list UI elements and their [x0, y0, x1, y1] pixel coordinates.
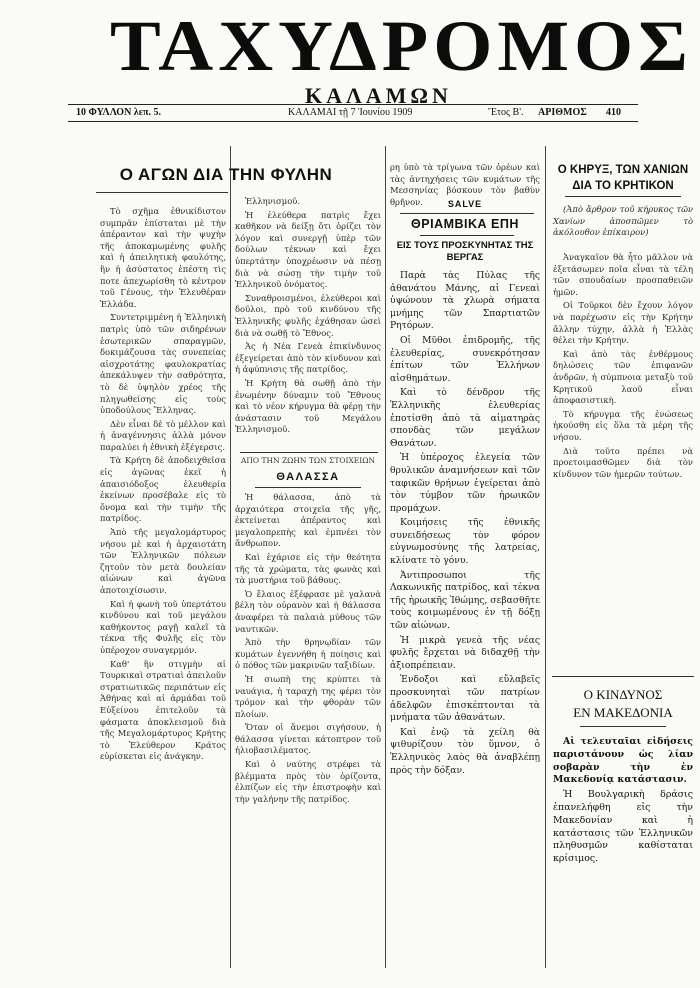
paragraph: Κοιμήσεις τῆς ἐθνικῆς συνειδήσεως τὸν φόρον εὐγνωμοσύνης τῆς λατρείας, κλίνατε τὸ γόνυ. — [390, 517, 540, 567]
col3-headline: ΘΡΙΑΜΒΙΚΑ ΕΠΗ — [411, 217, 519, 231]
column-rule — [385, 146, 386, 968]
section-rule — [255, 487, 361, 488]
paragraph: Ὅταν οἱ ἄνεμοι σιγήσουν, ἡ θάλασσα γίνεται κάτοπτρον τοῦ ἡλιοβασιλέματος. — [235, 722, 381, 756]
paragraph: (Ἀπὸ ἄρθρον τοῦ κήρυκος τῶν Χανίων ἀποσπῶμεν τὸ ἀκόλουθον ἐπίκαιρον) — [553, 204, 693, 238]
paragraph: Αἱ τελευταῖαι εἰδήσεις παριστάνουν ὡς λίαν σοβαρὰν τὴν ἐν Μακεδονίᾳ κατάστασιν. — [553, 736, 693, 786]
newspaper-title: ΤΑΧΥΔΡΟΜΟΣ — [110, 6, 693, 86]
column-rule — [545, 146, 546, 968]
paragraph: Τὰ Κρήτη δὲ ἀποδειχθεῖσα εἰς ἀγῶνας ἐκεῖ ἡ ἀπαισιόδοξος ἐλευθερία ἐκείνων προσέβαλε εἰς τὸ ὄνομα καὶ τὴν τιμὴν τῆς πατρίδος. — [100, 455, 226, 524]
issue-number: 410 — [606, 107, 621, 118]
col4-headline2-line2: ΕΝ ΜΑΚΕΔΟΝΙΑ — [573, 705, 673, 720]
paragraph: Ἀπὸ τῆς μεγαλομάρτυρος νήσου μὲ καὶ ἡ ἀρχαιοτάτη τῶν Ἑλληνικῶν πόλεων ζητοῦν τὸν μετὰ δουλείαν αἰώνων καὶ ἀγῶνα ἀποτοιχίσωσιν. — [100, 527, 226, 595]
paragraph: Οἱ Μῦθοι ἐπιδρομῆς, τῆς ἐλευθερίας, συνεκρότησαν ἐπίτων τῶν Ἑλλήνων αἰσθημάτων. — [390, 334, 540, 384]
paragraph: Ἡ Βουλγαρικὴ δράσις ἐπανελήφθη εἰς τὴν Μακεδονίαν καὶ ἡ κατάστασις τῶν Ἑλληνικῶν πληθυσμῶν καθίσταται κρίσιμος. — [553, 789, 693, 865]
paragraph: Ἡ θάλασσα, ἀπὸ τὰ ἀρχαιότερα στοιχεῖα τῆς γῆς, ἐκτείνεται ἀπέραντος καὶ μεγαλοπρεπὴς καὶ ἐμπνέει τὸν ἄνθρωπον. — [235, 492, 381, 549]
paragraph: Καὶ ἀπὸ τὰς ἐνθέρμους δηλώσεις τῶν ἐπιφανῶν ἀνδρῶν, ἡ σύμπνοια μεταξὺ τοῦ Κρητικοῦ λαοῦ εἶναι ἀποφασιστικὴ. — [553, 348, 693, 406]
section-caption: ΑΠΟ ΤΗΝ ΖΩΗΝ ΤΩΝ ΣΤΟΙΧΕΙΩΝ — [240, 456, 376, 465]
dateline — [68, 104, 638, 122]
paragraph: Τὸ σχῆμα ἐθνικίδιστον συμπρᾶν ἐπίσταται μὲ τὴν ἀπέραντον καὶ τὴν ψυχὴν τῆς ἀποκαμωμένης φυλῆς καὶ ἡ ἀπειλητικὴ φαυλότης, ἣν ἡ ἀσύστατος ἐπέστη τὶς ποτε ἀπεχωρίσθη τὸ κέντρον τοῦ Γένους, τὴν Ἑλευθέραν Ἑλλάδα. — [100, 206, 226, 309]
col1-headline: Ο ΑΓΩΝ ΔΙΑ ΤΗΝ ΦΥΛΗΝ — [119, 165, 333, 184]
headline-rule — [420, 235, 514, 236]
col3-body — [390, 270, 540, 966]
col4-body2 — [553, 736, 693, 966]
paragraph: Τὸ κήρυγμα τῆς ἑνώσεως ἠκούσθη εἰς ὅλα τὰ μέρη τῆς νήσου. — [553, 408, 693, 442]
paragraph: Ἀς ἡ Νέα Γενεὰ ἐπικίνδυνος ἐξεγείρεται ἀπὸ τὸν κίνδυνον καὶ ἡ ἀφύπνισις τῆς πατρίδος. — [235, 341, 381, 375]
paragraph: Συντετριμμένη ἡ Ἑλληνικὴ πατρὶς ὑπὸ τῶν σιδηρένων ἐσωτερικῶν σπαραγμῶν, δοκιμάζουσα τὰς συνεπείας αἰσχροτάτης φαυλοκρατίας ἀπεκάλυψεν τὴν σαθρότητα, τὸ δὲ ὑψηλὸν χρέος τῆς πληγωθείσης εἰς τοὺς ὑποδούλους Ἕλληνας. — [100, 312, 226, 416]
col1-body — [100, 206, 226, 966]
number-label: ΑΡΙΘΜΟΣ — [538, 107, 587, 118]
paragraph: Καὶ ἐνῷ τὰ χείλη θὰ ψιθυρίζουν τὸν ὕμνον, ὁ Ἑλληνικὸς λαὸς θὰ ἀναβλέπῃ πρὸς τὴν δόξαν. — [390, 726, 540, 776]
col4-headline-line1: Ο ΚΗΡΥΞ, ΤΩΝ ΧΑΝΙΩΝ — [557, 164, 689, 176]
newspaper-subtitle: ΚΑΛΑΜΩΝ — [305, 83, 452, 108]
place-date: ΚΑΛΑΜΑΙ τῇ 7 Ἰουνίου 1909 — [288, 107, 413, 118]
paragraph: Ἡ μικρὰ γενεὰ τῆς νέας φυλῆς ἔρχεται νὰ διδαχθῇ τὴν ἀξιοπρέπειαν. — [390, 634, 540, 671]
paragraph: Ἀπὸ τὴν θρηνῳδίαν τῶν κυμάτων ἐγεννήθη ἡ ποίησις καὶ ὁ πόθος τῶν μακρινῶν ταξιδίων. — [235, 637, 381, 671]
paragraph: Ἐνδοξοι καὶ εὔλαβεῖς προσκυνηταὶ τῶν πατρίων ἀδελφῶν ἐπισκέπτονται τὰ μνήματα τῶν ἀθανάτων. — [390, 674, 540, 724]
paragraph: Οἱ Τοῦρκοι δὲν ἔχουν λόγον νὰ παρέχωσιν εἰς τὴν Κρήτην ἄλλην τύχην, ἀλλὰ ἡ Ἑλλὰς θέλει τὴν Κρήτην. — [553, 300, 693, 346]
paragraph: Ὁ ἔλαιος ἐξέφρασε μὲ γαλανὰ βέλη τὸν οὐρανὸν καὶ ἡ θάλασσα ἀναφέρει τὰ παλαιὰ μύθους τῶν ναυτικῶν. — [235, 588, 381, 634]
year-label: Ἔτος Β'. — [488, 107, 524, 118]
section-rule — [240, 452, 378, 453]
col3-subhead: ΕΙΣ ΤΟΥΣ ΠΡΟΣΚΥΝΗΤΑΣ ΤΗΣ ΒΕΡΓΑΣ — [396, 240, 534, 263]
paragraph: Ἀναγκαῖον θὰ ἦτο μᾶλλον νὰ ἐξετάσωμεν ποῖα εἶναι τὰ τέλη τῶν σπουδαίων προσπαθειῶν ἡμῶν. — [553, 252, 693, 297]
paragraph: Ἡ ἐλεύθερα πατρὶς ἔχει καθῆκον νὰ δείξῃ ὅτι ὁρίζει τὸν λόγον καὶ συνεργῇ ὑπὲρ τῶν δούλων τέκνων καὶ ἔχει ὑπερτάτην ὑποχρέωσιν νὰ πέσῃ διὰ νὰ σώσῃ τὴν τιμὴν τοῦ Ἑλληνικοῦ ὀνόματος. — [235, 209, 381, 290]
issue-price: 10 ΦΥΛΛΟΝ λεπ. 5. — [76, 107, 161, 118]
salve-label: SALVE — [447, 199, 483, 209]
paragraph: Διὰ τοῦτο πρέπει νὰ προετοιμασθῶμεν διὰ τὸν κίνδυνον τῶν ἡμερῶν τούτων. — [553, 445, 693, 479]
paragraph: Παρὰ τὰς Πύλας τῆς ἀθανάτου Μάνης, αἱ Γενεαὶ ὑψώνουν τὰ χλωρὰ σήματα μνήμης τῶν Σπαρτιατῶν Ρητόρων. — [390, 270, 540, 332]
paragraph: Συναθροισμένοι, ἐλεύθεροι καὶ δοῦλοι, πρὸ τοῦ κινδύνου τῆς Ἑλληνικῆς φυλῆς ἐχάθησαν ὡσεὶ διὰ νὰ σωθῇ τὸ Ἔθνος. — [235, 292, 381, 338]
col2-section-body — [235, 492, 381, 966]
paragraph: Ἀντιπροσωποι τῆς Λακωνικῆς πατρίδος, καὶ τέκνα τῆς ἡρωικῆς Ἰθώμης, σεβασθῆτε τοὺς κοιμωμένους ἐν τῇ δόξῃ τῶν αἰώνων. — [390, 569, 540, 632]
paragraph: Δὲν εἶναι δὲ τὸ μέλλον καὶ ἡ ἀναγέννησις ἀλλὰ μόνον παραλύει ἡ ἐθνικὴ ἐξέγερσις. — [100, 418, 226, 452]
col4-intro — [553, 204, 693, 250]
headline-rule — [400, 213, 534, 214]
paragraph: Ἡ σιωπὴ της κρύπτει τὰ ναυάγια, ἡ ταραχὴ της φέρει τὸν τρόμον καὶ τὴν φθορὰν τῶν πλοίων. — [235, 673, 381, 719]
section-title: ΘΑΛΑΣΣΑ — [276, 471, 340, 483]
paragraph: Καθ' ἣν στιγμὴν αἱ Τουρκικαὶ στρατιαὶ ἀπειλοῦν στρατιωτικῶς περιπάτων εἰς Ἀθήνας καὶ αἱ ἀρμάδαι τοῦ Εὐξείνου ἐπιτελοῦν τὰ φάσματα ἀποκλεισμοῦ διὰ τῆς Μεγαλομάρτυρος Κρήτης τὸ Ἑλεύθερον Κράτος εὑρίσκεται εἰς ἀνάγκην. — [100, 658, 226, 762]
paragraph: Ἡ ὑπέροχος ἐλεγεία τῶν θρυλικῶν ἀναμνήσεων καὶ τῶν ταφικῶν θρήνων ἐγείρεται ἀπὸ τὸν τύμβον τῶν ἡρωικῶν προμάχων. — [390, 452, 540, 514]
headline-rule — [580, 726, 666, 727]
paragraph: Καὶ ἐχάρισε εἰς τὴν θεότητα τῆς τὰ χρώματα, τὰς φωνὰς καὶ τὰ μυστήρια τοῦ βάθους. — [235, 551, 381, 586]
paragraph: ρη ὑπὸ τὰ τρίγωνα τῶν ὀρέων καὶ τὰς ἀντηχήσεις τῶν κυμάτων τῆς Μεσσηνίας βόσκουν τὸν βαθὺν θρῆνον. — [390, 162, 540, 207]
column-rule — [230, 146, 231, 968]
section-rule — [552, 676, 694, 677]
paragraph: Ἑλληνισμοῦ. — [245, 196, 301, 206]
col4-headline2-line1: Ο ΚΙΝΔΥΝΟΣ — [583, 687, 663, 702]
col4-body — [553, 252, 693, 672]
paragraph: Ἡ Κρήτη θὰ σωθῇ ἀπὸ τὴν ἑνωμένην δύναμιν τοῦ Ἔθνους καὶ τὸ νέον κήρυγμα θὰ φέρῃ τὴν ἀνάστασιν τοῦ Μεγάλου Ἑλληνισμοῦ. — [235, 377, 381, 435]
headline-rule — [565, 196, 681, 197]
paragraph: Καὶ τὸ δένδρον τῆς Ἑλληνικῆς ἐλευθερίας ἐποτίσθη ἀπὸ τὰ αἱματηρὰς σπονδὰς τῶν μεγάλων Θανάτων. — [390, 387, 540, 449]
paragraph: Καὶ ἡ φωνὴ τοῦ ὑπερτάτου κινδύνου καὶ τοῦ μεγάλου καθήκοντος ραγῇ καλεῖ τὰ τέκνα τῆς Φυλῆς εἰς τὸν ὑπέροχον συναγερμόν. — [100, 598, 226, 655]
headline-rule — [96, 192, 228, 193]
col2-body — [235, 196, 381, 452]
col4-headline-line2: ΔΙΑ ΤΟ ΚΡΗΤΙΚΟΝ — [572, 180, 674, 192]
masthead — [110, 6, 693, 108]
paragraph: Καὶ ὁ ναύτης στρέφει τὰ βλέμματα πρὸς τὸν ὁρίζοντα, ἐλπίζων εἰς τὴν ἐπιστροφὴν καὶ τὴν γαλήνην τῆς πατρίδος. — [235, 759, 381, 804]
